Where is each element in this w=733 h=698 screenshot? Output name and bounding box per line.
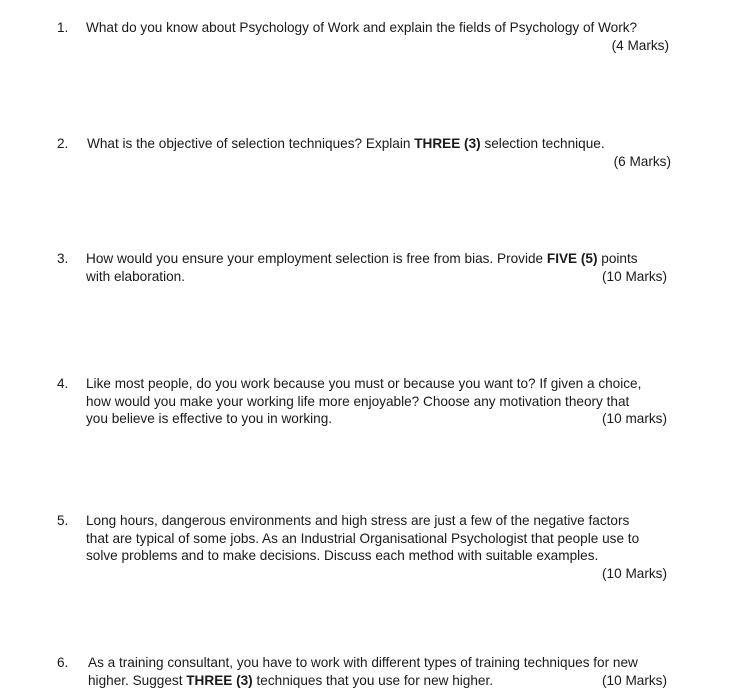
- question-line: What is the objective of selection techniques? Explain THREE (3) selection technique.: [87, 136, 605, 151]
- question-line: solve problems and to make decisions. Discuss each method with suitable examples.: [86, 548, 599, 563]
- question-marks: (4 Marks): [611, 37, 669, 53]
- question-text: [86, 19, 667, 54]
- question-number: 5.: [57, 513, 69, 528]
- emphasis-count: THREE (3): [414, 136, 481, 151]
- question-line-with-marks: [86, 268, 667, 286]
- emphasis-count: THREE (3): [186, 672, 253, 688]
- question-line: how would you make your working life more enjoyable? Choose any motivation theory that: [86, 393, 630, 409]
- question-line: Long hours, dangerous environments and high stress are just a few of the negative factors: [86, 513, 630, 528]
- question-number: 1.: [57, 20, 69, 35]
- question-line: Like most people, do you work because you must or because you want to? If given a choice,: [86, 376, 642, 391]
- question-marks: (10 Marks): [602, 268, 667, 284]
- question-line: you believe is effective to you in working.: [86, 411, 333, 426]
- question-line: that are typical of some jobs. As an Industrial Organisational Psychologist that people use to: [86, 530, 640, 546]
- question-marks: (10 Marks): [602, 565, 667, 581]
- question-number: 3.: [57, 251, 69, 266]
- question-marks: (10 marks): [602, 411, 667, 426]
- question-line-with-marks: [86, 410, 667, 428]
- question-marks: (10 Marks): [602, 672, 667, 688]
- question-text: [86, 375, 667, 428]
- question-line: As a training consultant, you have to work with different types of training techniques for new: [88, 655, 638, 670]
- emphasis-count: FIVE (5): [546, 251, 598, 266]
- question-text: [88, 654, 667, 689]
- question-line: higher. Suggest THREE (3) techniques that you use for new higher.: [88, 672, 494, 688]
- question-number: 6.: [57, 655, 69, 670]
- question-line-with-marks: [88, 672, 667, 690]
- question-marks: (6 Marks): [613, 153, 671, 169]
- question-text: [87, 135, 671, 170]
- question-text: [86, 250, 667, 285]
- question-line: How would you ensure your employment selection is free from bias. Provide FIVE (5) points: [86, 251, 638, 266]
- question-line: What do you know about Psychology of Work and explain the fields of Psychology of Work?: [86, 20, 638, 35]
- question-number: 2.: [57, 136, 69, 151]
- question-number: 4.: [57, 376, 69, 391]
- question-line: with elaboration.: [86, 268, 185, 284]
- question-text: [86, 512, 667, 582]
